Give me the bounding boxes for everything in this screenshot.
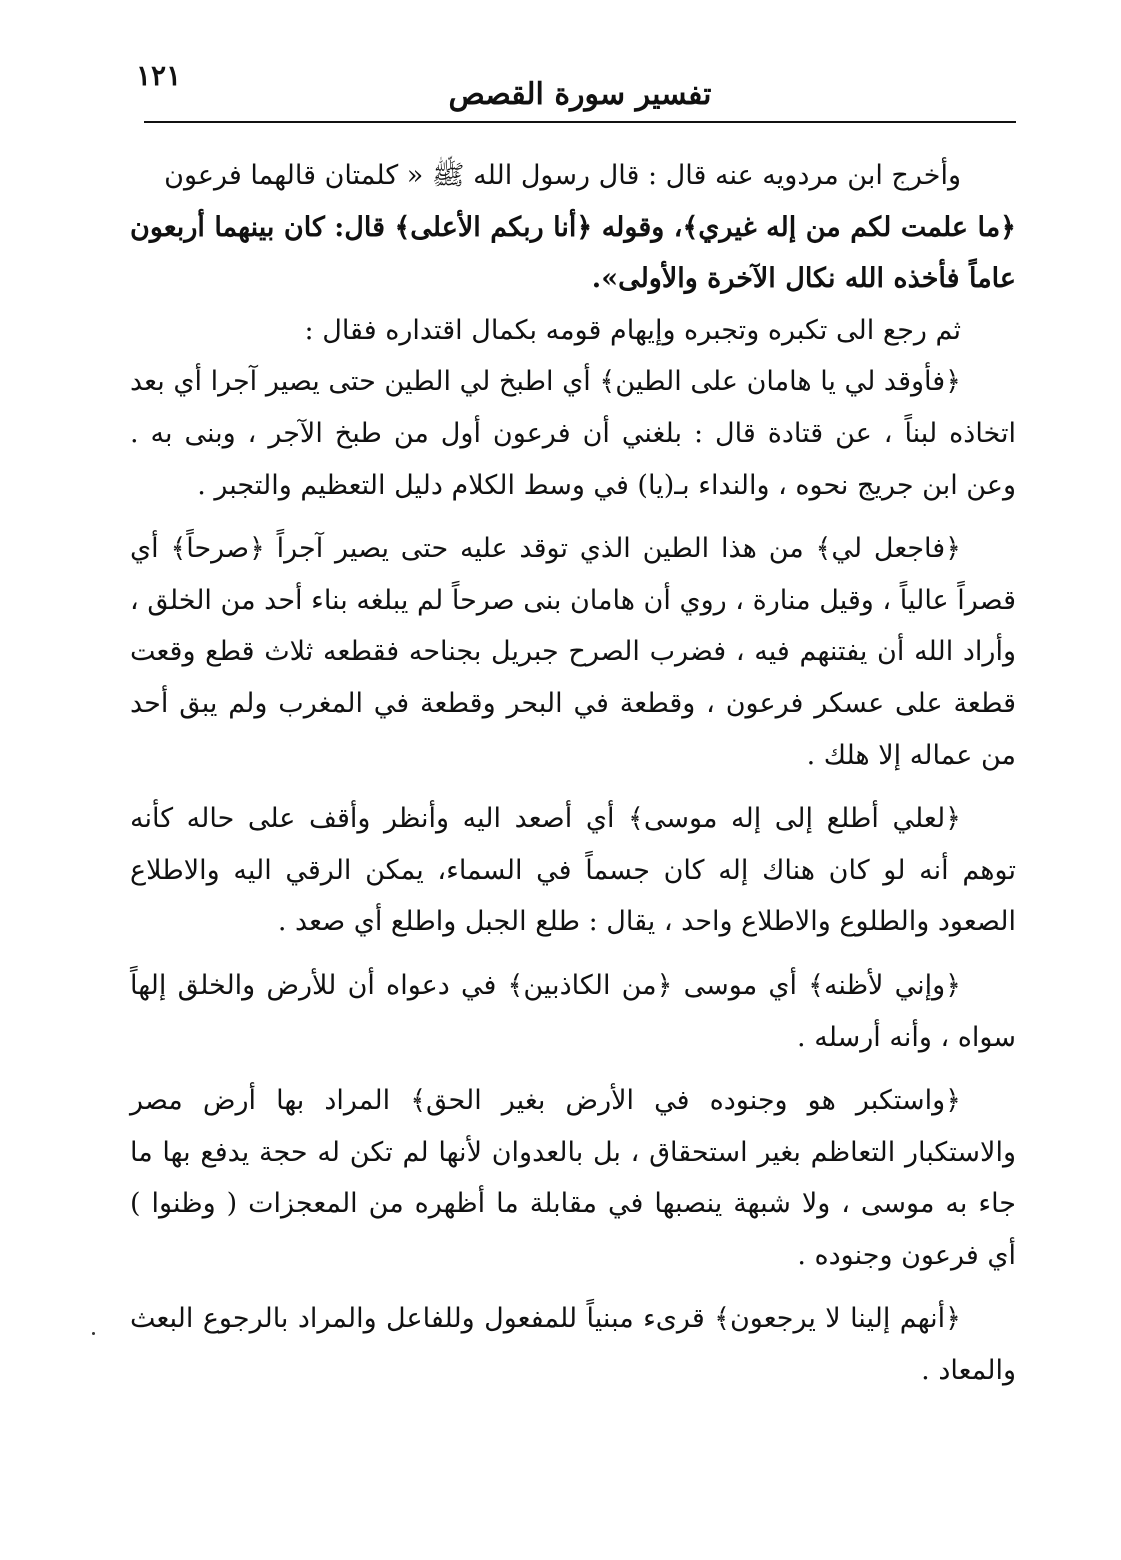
paragraph-kindle-clay: ﴿فأوقد لي يا هامان على الطين﴾ أي اطبخ لي الطين حتى يصير آجرا أي بعد اتخاذه لبناً ، عن قتادة قال : بلغني أن فرعون أول من طبخ الآجر ، وبنى به . وعن ابن جريج نحوه ، والنداء بـ(يا) في وسط الكلام دليل التعظيم والتجبر . [130, 366, 1016, 501]
paragraph-liars: ﴿وإني لأظنه﴾ أي موسى ﴿من الكاذبين﴾ في دعواه أن للأرض والخلق إلهاً سواه ، وأنه أرسله . [130, 969, 1016, 1053]
paragraph-arrogance: ﴿واستكبر هو وجنوده في الأرض بغير الحق﴾ المراد بها أرض مصر والاستكبار التعاظم بغير استحقاق ، بل بالعدوان لأنها لم تكن له حجة يدفع بها ما جاء به موسى ، ولا شبهة ينصبها في مقابلة ما أظهره من المعجزات ( وظنوا ) أي فرعون وجنوده . [130, 1085, 1016, 1271]
paragraph-hadith-intro: وأخرج ابن مردويه عنه قال : قال رسول الله ﷺ « كلمتان قالهما فرعون [164, 160, 961, 191]
header-divider [144, 121, 1016, 123]
paragraph-tower: ﴿فاجعل لي﴾ من هذا الطين الذي توقد عليه حتى يصير آجراً ﴿صرحاً﴾ أي قصراً عالياً ، وقيل منارة ، روي أن هامان بنى صرحاً لم يبلغه بناء أحد من الخلق ، وأراد الله أن يفتنهم فيه ، فضرب الصرح جبريل بجناحه فقطعه ثلاث قطع وقعت قطعة على عسكر فرعون ، وقطعة في البحر وقطعة في المغرب ولم يبق أحد من عماله إلا هلك . [130, 533, 1016, 771]
paragraph-transition: ثم رجع الى تكبره وتجبره وإيهام قومه بكمال اقتداره فقال : [304, 314, 961, 346]
paragraph-hadith-quote: ﴿ما علمت لكم من إله غيري﴾، وقوله ﴿أنا ربكم الأعلى﴾ قال: كان بينهما أربعون عاماً فأخذه الله نكال الآخرة والأولى». [130, 211, 1016, 295]
paragraph-ascend: ﴿لعلي أطلع إلى إله موسى﴾ أي أصعد اليه وأنظر وأقف على حاله كأنه توهم أنه لو كان هناك إله كان جسماً في السماء، يمكن الرقي اليه والاطلاع الصعود والطلوع والاطلاع واحد ، يقال : طلع الجبل واطلع أي صعد . [130, 803, 1016, 938]
page-number: ١٢١ [136, 59, 182, 92]
running-title: تفسير سورة القصص [448, 77, 712, 112]
paragraph-return: ﴿أنهم إلينا لا يرجعون﴾ قرىء مبنياً للمفعول وللفاعل والمراد بالرجوع البعث والمعاد . [130, 1303, 1016, 1387]
scan-speck [92, 1332, 95, 1335]
body-text [130, 150, 1016, 1397]
